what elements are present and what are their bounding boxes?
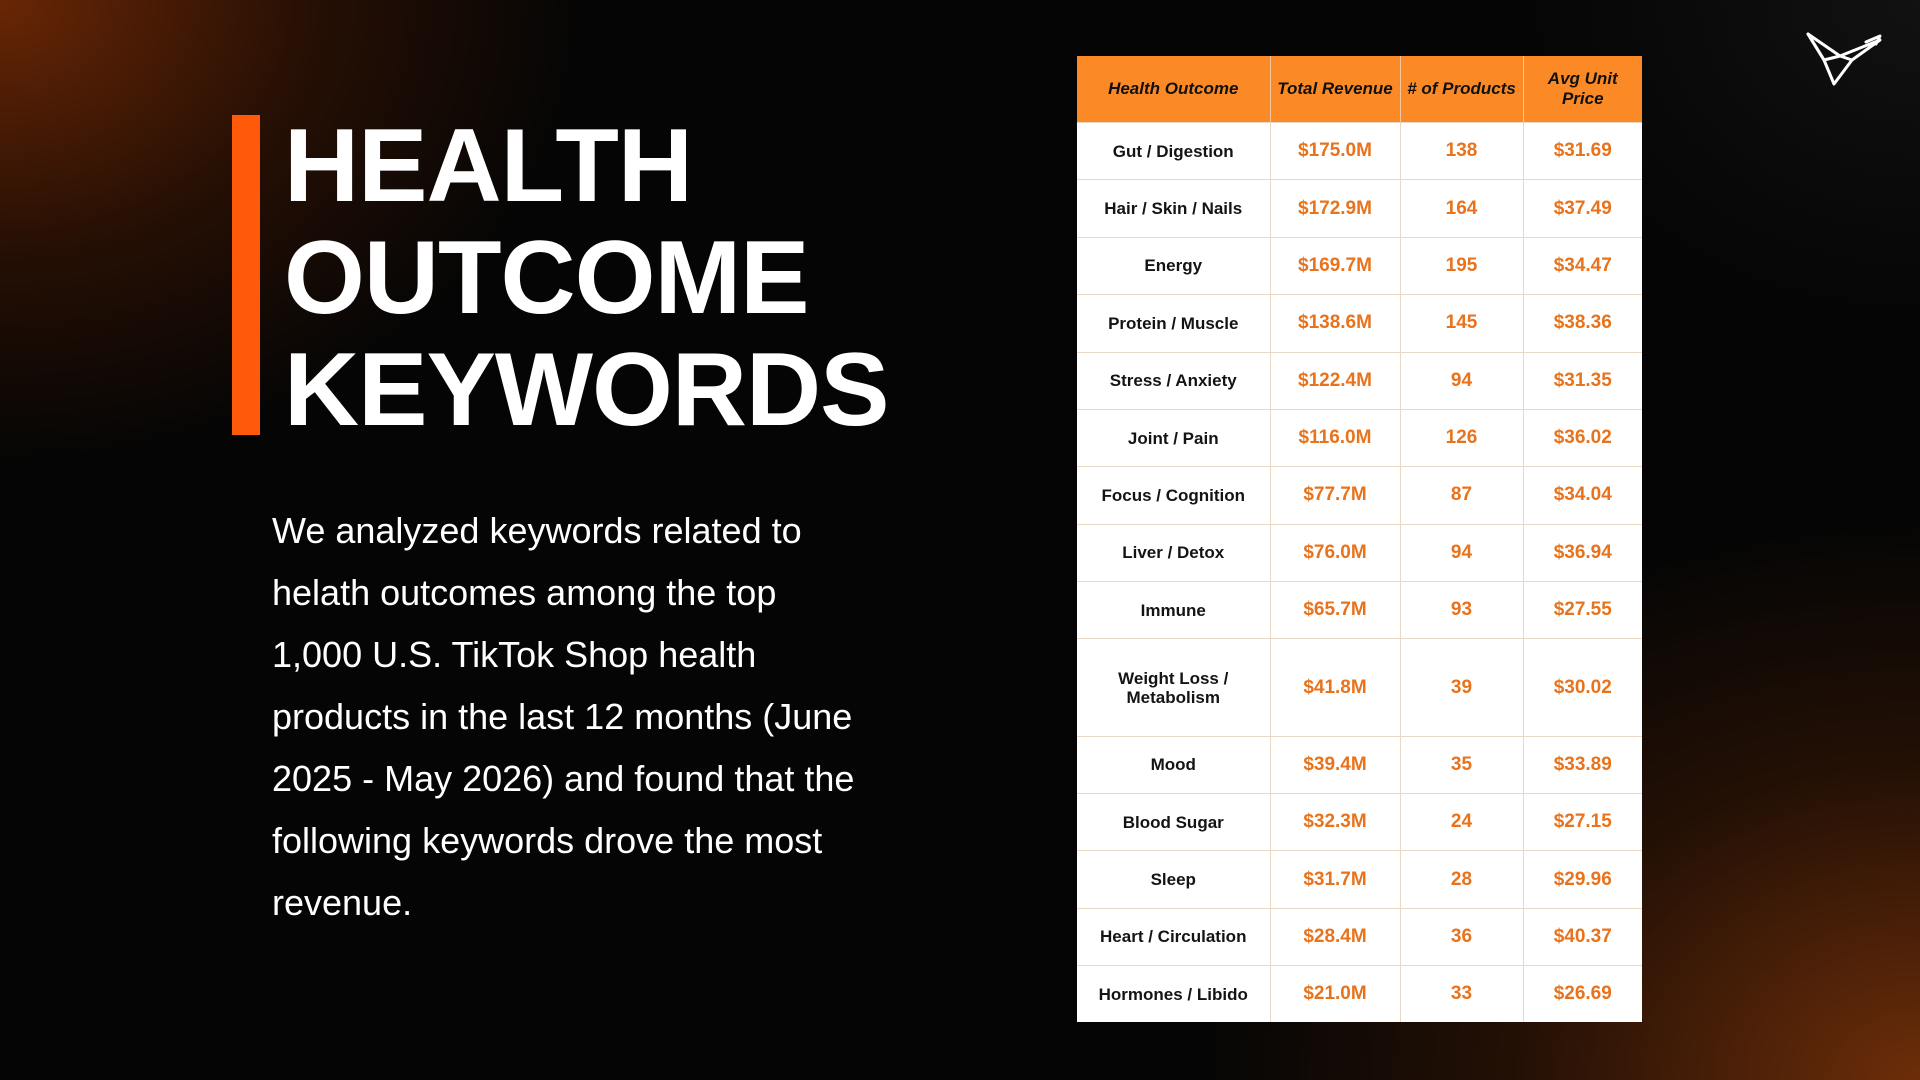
cell-total-revenue: $76.0M bbox=[1270, 524, 1400, 581]
cell-num-products: 94 bbox=[1400, 524, 1523, 581]
cell-health-outcome: Immune bbox=[1077, 582, 1270, 639]
cell-total-revenue: $175.0M bbox=[1270, 123, 1400, 180]
cell-num-products: 126 bbox=[1400, 409, 1523, 466]
cell-health-outcome: Weight Loss / Metabolism bbox=[1077, 639, 1270, 736]
cell-total-revenue: $138.6M bbox=[1270, 295, 1400, 352]
cell-health-outcome: Hormones / Libido bbox=[1077, 966, 1270, 1022]
table-row bbox=[1077, 295, 1642, 352]
table-row bbox=[1077, 237, 1642, 294]
cell-health-outcome: Heart / Circulation bbox=[1077, 908, 1270, 965]
cell-avg-unit-price: $26.69 bbox=[1523, 966, 1642, 1022]
cell-avg-unit-price: $27.15 bbox=[1523, 794, 1642, 851]
cell-health-outcome: Hair / Skin / Nails bbox=[1077, 180, 1270, 237]
cell-health-outcome: Joint / Pain bbox=[1077, 409, 1270, 466]
table-row bbox=[1077, 966, 1642, 1022]
cell-avg-unit-price: $27.55 bbox=[1523, 582, 1642, 639]
cell-num-products: 33 bbox=[1400, 966, 1523, 1022]
header-total-revenue: Total Revenue bbox=[1270, 56, 1400, 123]
cell-avg-unit-price: $34.47 bbox=[1523, 237, 1642, 294]
cell-num-products: 164 bbox=[1400, 180, 1523, 237]
cell-total-revenue: $28.4M bbox=[1270, 908, 1400, 965]
title-line-2: OUTCOME bbox=[284, 220, 809, 336]
cell-num-products: 24 bbox=[1400, 794, 1523, 851]
table-row bbox=[1077, 582, 1642, 639]
cell-health-outcome: Sleep bbox=[1077, 851, 1270, 908]
cell-health-outcome: Protein / Muscle bbox=[1077, 295, 1270, 352]
cell-total-revenue: $32.3M bbox=[1270, 794, 1400, 851]
cell-health-outcome: Energy bbox=[1077, 237, 1270, 294]
cell-total-revenue: $65.7M bbox=[1270, 582, 1400, 639]
cell-num-products: 35 bbox=[1400, 736, 1523, 793]
table-row bbox=[1077, 639, 1642, 736]
table-row bbox=[1077, 180, 1642, 237]
cell-total-revenue: $41.8M bbox=[1270, 639, 1400, 736]
cell-avg-unit-price: $30.02 bbox=[1523, 639, 1642, 736]
cell-num-products: 28 bbox=[1400, 851, 1523, 908]
header-num-products: # of Products bbox=[1400, 56, 1523, 123]
title-line-1: HEALTH bbox=[284, 108, 693, 224]
header-health-outcome: Health Outcome bbox=[1077, 56, 1270, 123]
header-avg-unit-price: Avg Unit Price bbox=[1523, 56, 1642, 123]
paper-plane-bird-icon bbox=[1804, 30, 1884, 88]
cell-total-revenue: $172.9M bbox=[1270, 180, 1400, 237]
cell-avg-unit-price: $36.02 bbox=[1523, 409, 1642, 466]
table-row bbox=[1077, 409, 1642, 466]
table-row bbox=[1077, 352, 1642, 409]
cell-health-outcome: Gut / Digestion bbox=[1077, 123, 1270, 180]
cell-total-revenue: $39.4M bbox=[1270, 736, 1400, 793]
table-row bbox=[1077, 908, 1642, 965]
cell-total-revenue: $31.7M bbox=[1270, 851, 1400, 908]
accent-bar bbox=[232, 115, 260, 435]
cell-num-products: 87 bbox=[1400, 467, 1523, 524]
health-outcome-table bbox=[1077, 56, 1642, 1022]
cell-total-revenue: $116.0M bbox=[1270, 409, 1400, 466]
cell-avg-unit-price: $36.94 bbox=[1523, 524, 1642, 581]
cell-avg-unit-price: $31.69 bbox=[1523, 123, 1642, 180]
cell-health-outcome: Blood Sugar bbox=[1077, 794, 1270, 851]
table-row bbox=[1077, 851, 1642, 908]
cell-avg-unit-price: $37.49 bbox=[1523, 180, 1642, 237]
cell-health-outcome: Focus / Cognition bbox=[1077, 467, 1270, 524]
cell-avg-unit-price: $29.96 bbox=[1523, 851, 1642, 908]
cell-avg-unit-price: $31.35 bbox=[1523, 352, 1642, 409]
table-row bbox=[1077, 524, 1642, 581]
cell-total-revenue: $77.7M bbox=[1270, 467, 1400, 524]
table-row bbox=[1077, 467, 1642, 524]
cell-num-products: 94 bbox=[1400, 352, 1523, 409]
cell-num-products: 39 bbox=[1400, 639, 1523, 736]
cell-num-products: 93 bbox=[1400, 582, 1523, 639]
title-line-3: KEYWORDS bbox=[284, 332, 889, 448]
cell-health-outcome: Mood bbox=[1077, 736, 1270, 793]
cell-total-revenue: $169.7M bbox=[1270, 237, 1400, 294]
cell-avg-unit-price: $38.36 bbox=[1523, 295, 1642, 352]
cell-num-products: 145 bbox=[1400, 295, 1523, 352]
cell-total-revenue: $122.4M bbox=[1270, 352, 1400, 409]
table-row bbox=[1077, 794, 1642, 851]
cell-avg-unit-price: $33.89 bbox=[1523, 736, 1642, 793]
cell-total-revenue: $21.0M bbox=[1270, 966, 1400, 1022]
table-row bbox=[1077, 123, 1642, 180]
cell-avg-unit-price: $40.37 bbox=[1523, 908, 1642, 965]
page-title bbox=[284, 110, 888, 446]
table-header-row bbox=[1077, 56, 1642, 123]
cell-avg-unit-price: $34.04 bbox=[1523, 467, 1642, 524]
intro-paragraph: We analyzed keywords related to helath outcomes among the top 1,000 U.S. TikTok Shop health products in the last 12 months (June 2025 - May 2026) and found that the following keywords drove the most revenue. bbox=[272, 510, 855, 923]
cell-health-outcome: Liver / Detox bbox=[1077, 524, 1270, 581]
cell-num-products: 36 bbox=[1400, 908, 1523, 965]
cell-num-products: 195 bbox=[1400, 237, 1523, 294]
cell-num-products: 138 bbox=[1400, 123, 1523, 180]
cell-health-outcome: Stress / Anxiety bbox=[1077, 352, 1270, 409]
table-row bbox=[1077, 736, 1642, 793]
